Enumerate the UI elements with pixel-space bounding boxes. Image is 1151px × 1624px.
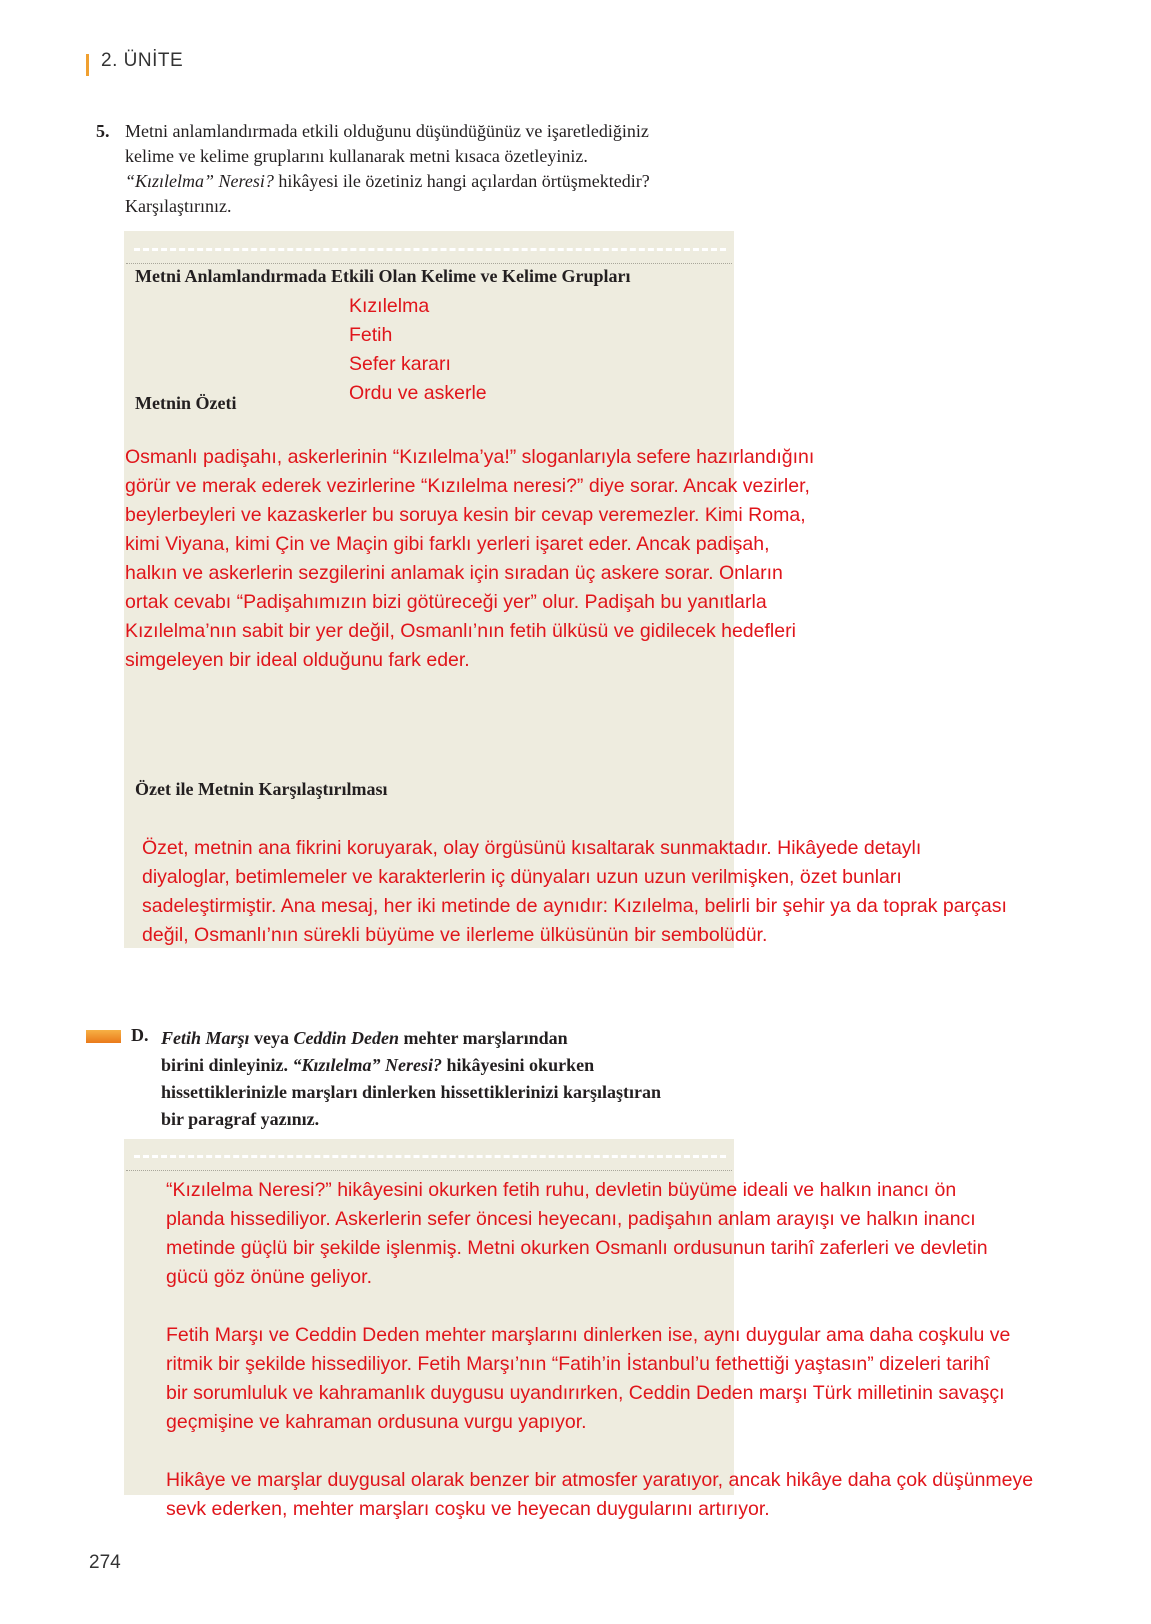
march-title: Fetih Marşı xyxy=(161,1028,250,1048)
summary-line: simgeleyen bir ideal olduğunu fark eder. xyxy=(125,649,470,671)
comparison-text xyxy=(142,834,1007,950)
paragraph-line: Hikâye ve marşlar duygusal olarak benzer bir atmosfer yaratıyor, ancak hikâye daha çok düşünmeye xyxy=(166,1469,1034,1491)
summary-line: halkın ve askerlerin sezgilerini anlamak için sıradan üç askere sorar. Onların xyxy=(125,562,783,584)
question-line-part: birini dinleyiniz. xyxy=(161,1055,293,1075)
question-line: kelime ve kelime gruplarını kullanarak metni kısaca özetleyiniz. xyxy=(125,146,588,166)
paragraph-line: “Kızılelma Neresi?” hikâyesini okurken fetih ruhu, devletin büyüme ideali ve halkın inancı ön xyxy=(166,1179,957,1201)
paragraph-line: gücü göz önüne geliyor. xyxy=(166,1266,372,1288)
paragraph-1 xyxy=(166,1176,988,1292)
keyword-item: Sefer kararı xyxy=(349,353,451,375)
question-line-rest: hikâyesi ile özetiniz hangi açılardan örtüşmektedir? xyxy=(273,171,650,191)
question-line-part: mehter marşlarından xyxy=(399,1028,568,1048)
summary-line: ortak cevabı “Padişahımızın bizi götüreceği yer” olur. Padişah bu yanıtlarla xyxy=(125,591,767,613)
box-dash-divider xyxy=(134,248,726,251)
keyword-item: Kızılelma xyxy=(349,295,430,317)
march-title: Ceddin Deden xyxy=(293,1028,400,1048)
question-line: hissettiklerinizle marşları dinlerken hissettiklerinizi karşılaştıran xyxy=(161,1082,661,1102)
paragraph-line: planda hissediliyor. Askerlerin sefer öncesi heyecanı, padişahın anlam arayışı ve halkın inancı xyxy=(166,1208,976,1230)
summary-line: görür ve merak ederek vezirlerine “Kızılelma neresi?” diye sorar. Ancak vezirler, xyxy=(125,475,810,497)
paragraph-3 xyxy=(166,1466,1033,1524)
keyword-list xyxy=(349,292,487,408)
question-d-label: D. xyxy=(131,1025,149,1045)
paragraph-line: ritmik bir şekilde hissediliyor. Fetih Marşı’nın “Fatih’in İstanbul’u fethettiği yaştasın” dizeleri tarihî xyxy=(166,1353,990,1375)
keyword-item: Fetih xyxy=(349,324,393,346)
question-line xyxy=(161,1025,761,1052)
story-title: “Kızılelma” Neresi? xyxy=(125,171,274,191)
summary-line: beylerbeyleri ve kazaskerler bu soruya kesin bir cevap veremezler. Kimi Roma, xyxy=(125,504,806,526)
paragraph-line: bir sorumluluk ve kahramanlık duygusu uyandırırken, Ceddin Deden marşı Türk milletinin savaşçı xyxy=(166,1382,1005,1404)
summary-text xyxy=(125,443,814,675)
unit-title: 2. ÜNİTE xyxy=(101,50,184,71)
question-number: 5. xyxy=(96,121,110,141)
question-line-part: veya xyxy=(249,1028,294,1048)
summary-line: kimi Viyana, kimi Çin ve Maçin gibi farklı yerleri işaret eder. Ancak padişah, xyxy=(125,533,770,555)
comparison-line: sadeleştirmiştir. Ana mesaj, her iki metinde de aynıdır: Kızılelma, belirli bir şehir ya da toprak parçası xyxy=(142,895,1007,917)
comparison-line: Özet, metnin ana fikrini koruyarak, olay örgüsünü kısaltarak sunmaktadır. Hikâyede detaylı xyxy=(142,837,922,859)
summary-line: Kızılelma’nın sabit bir yer değil, Osmanlı’nın fetih ülküsü ve gidilecek hedefleri xyxy=(125,620,796,642)
box-dot-divider xyxy=(126,1170,732,1171)
paragraph-2 xyxy=(166,1321,1010,1437)
question-line xyxy=(125,169,765,194)
box-dash-divider xyxy=(134,1155,726,1158)
story-title: “Kızılelma” Neresi? xyxy=(292,1055,443,1075)
question-line xyxy=(161,1052,761,1079)
question-line: Metni anlamlandırmada etkili olduğunu düşündüğünüz ve işaretlediğiniz xyxy=(125,121,649,141)
box-dot-divider xyxy=(126,263,732,264)
question-line: bir paragraf yazınız. xyxy=(161,1109,320,1129)
comparison-line: diyaloglar, betimlemeler ve karakterlerin iç dünyaları uzun uzun verilmişken, özet bunları xyxy=(142,866,902,888)
unit-accent-bar xyxy=(86,54,89,76)
comparison-line: değil, Osmanlı’nın sürekli büyüme ve ilerleme ülküsünün bir sembolüdür. xyxy=(142,924,768,946)
heading-comparison: Özet ile Metnin Karşılaştırılması xyxy=(135,779,388,799)
heading-keywords: Metni Anlamlandırmada Etkili Olan Kelime ve Kelime Grupları xyxy=(135,266,631,286)
question-5-text xyxy=(125,119,765,219)
summary-line: Osmanlı padişahı, askerlerinin “Kızılelma’ya!” sloganlarıyla sefere hazırlandığını xyxy=(125,446,815,468)
paragraph-line: metinde güçlü bir şekilde işlenmiş. Metni okurken Osmanlı ordusunun tarihî zaferleri ve devletin xyxy=(166,1237,988,1259)
paragraph-line: geçmişine ve kahraman ordusuna vurgu yapıyor. xyxy=(166,1411,587,1433)
keyword-item: Ordu ve askerle xyxy=(349,382,487,404)
page-number: 274 xyxy=(89,1552,121,1573)
question-line: Karşılaştırınız. xyxy=(125,196,232,216)
paragraph-line: Fetih Marşı ve Ceddin Deden mehter marşlarını dinlerken ise, aynı duygular ama daha coşkulu ve xyxy=(166,1324,1011,1346)
heading-summary: Metnin Özeti xyxy=(135,393,237,413)
section-d-marker-icon xyxy=(86,1030,121,1043)
paragraph-line: sevk ederken, mehter marşları coşku ve heyecan duygularını artırıyor. xyxy=(166,1498,770,1520)
question-d-text xyxy=(161,1025,761,1133)
question-line-part: hikâyesini okurken xyxy=(442,1055,595,1075)
